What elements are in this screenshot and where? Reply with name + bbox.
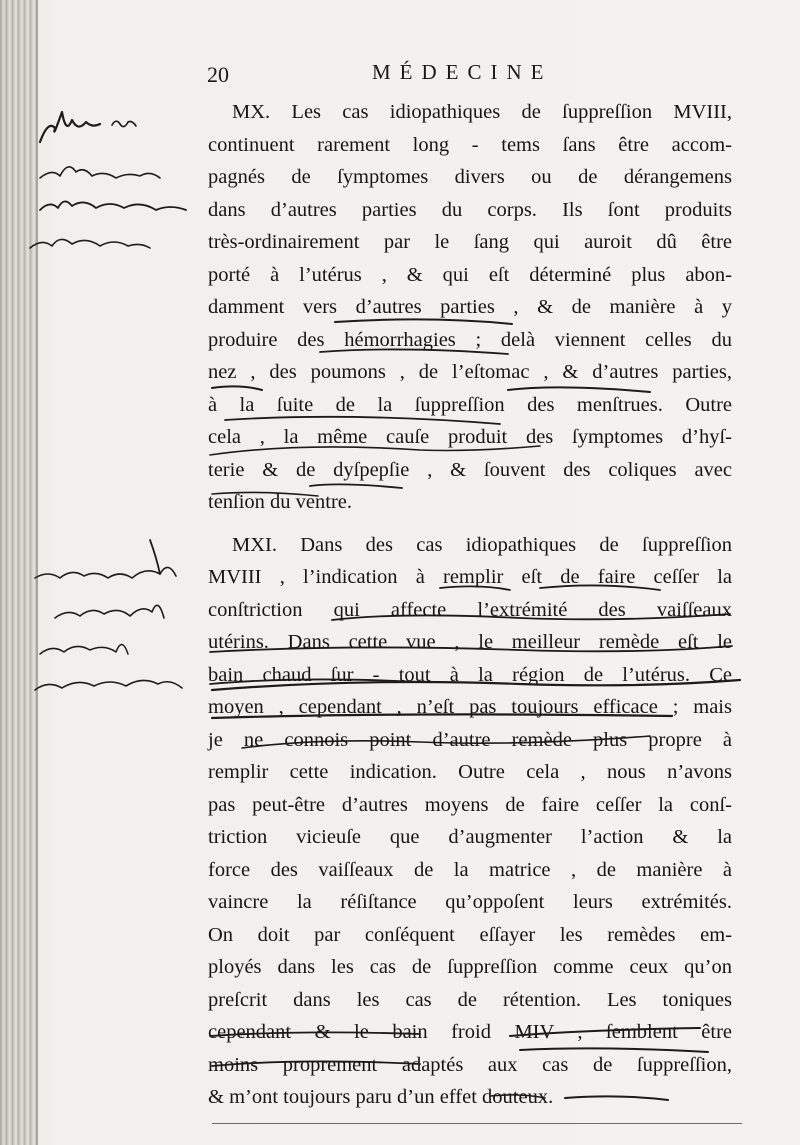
underline-mark (508, 387, 650, 392)
underline-mark (210, 646, 732, 652)
margin-scribble (112, 121, 136, 126)
text-line: dans d’autres parties du corps. Ils ſont produits (208, 198, 732, 221)
text-line: très-ordinairement par le ſang qui auroit dû être (208, 231, 732, 253)
text-line: terie & de dyſpepſie , & ſouvent des coliques avec (208, 458, 732, 481)
underline-mark (332, 614, 730, 620)
text-line: à la ſuite de la ſuppreſſion des menſtrues. Outre (208, 393, 732, 416)
margin-scribble (30, 239, 150, 248)
text-line: MVIII , l’indication à remplir eſt de faire ceſſer la (208, 566, 732, 588)
running-head: MÉDECINE (372, 60, 553, 84)
text-line: conſtriction qui affecte l’extrémité des vaiſſeaux (208, 598, 732, 621)
margin-scribble (40, 112, 100, 142)
text-line: cependant & le bain froid MIV , ſemblent être (208, 1021, 732, 1043)
text-line: utérins. Dans cette vue , le meilleur remède eſt le (208, 631, 732, 653)
text-line: triction vicieuſe que d’augmenter l’action & la (208, 826, 732, 848)
text-line: je ne connois point d’autre remède plus propre à (208, 728, 732, 751)
text-line: vaincre la réſiſtance qu’oppoſent leurs extrémités. (208, 891, 732, 913)
underline-mark (212, 1061, 420, 1066)
text-line: moins proprement adaptés aux cas de ſuppreſſion, (208, 1053, 732, 1076)
text-line: remplir cette indication. Outre cela , nous n’avons (208, 761, 732, 783)
margin-scribble (150, 540, 160, 574)
text-line: moyen , cependant , n’eſt pas toujours efficace ; mais (208, 696, 732, 718)
margin-scribble (35, 567, 176, 578)
underline-mark (310, 484, 402, 488)
margin-scribble (40, 167, 160, 178)
underline-mark (510, 1028, 700, 1036)
underline-mark (335, 319, 512, 324)
text-line: cela , la même cauſe produit des ſymptomes d’hyſ- (208, 426, 732, 448)
underline-mark (565, 1096, 668, 1100)
underline-mark (210, 446, 540, 455)
margin-scribble (55, 605, 164, 618)
text-line: ployés dans les cas de ſuppreſſion comme ceux qu’on (208, 956, 732, 978)
text-line: & m’ont toujours paru d’un effet douteux. (208, 1086, 554, 1108)
text-line: On doit par conſéquent eſſayer les remèdes em- (208, 923, 732, 946)
text-line: MX. Les cas idiopathiques de ſuppreſſion MVIII, (232, 101, 732, 123)
text-line: continuent rarement long - tems ſans être accom- (208, 133, 732, 156)
underline-mark (212, 492, 318, 496)
underline-mark (520, 1048, 708, 1052)
underline-mark (540, 585, 660, 590)
underline-mark (320, 349, 508, 354)
underline-mark (212, 680, 740, 690)
margin-scribble (40, 644, 128, 654)
underline-mark (212, 714, 672, 718)
text-line: pagnés de ſymptomes divers ou de dérangemens (208, 166, 732, 188)
page-number: 20 (207, 62, 229, 87)
text-line: preſcrit dans les cas de rétention. Les toniques (208, 988, 732, 1011)
text-line: damment vers d’autres parties , & de manière à y (208, 296, 732, 318)
underline-mark (490, 1095, 545, 1098)
text-line: MXI. Dans des cas idiopathiques de ſuppreſſion (232, 533, 732, 556)
margin-scribble (40, 201, 186, 210)
underline-mark (212, 386, 262, 390)
underline-mark (242, 736, 650, 748)
text-line: bain chaud ſur - tout à la région de l’utérus. Ce (208, 663, 732, 686)
underline-mark (225, 417, 500, 424)
underline-mark (210, 1032, 420, 1036)
underline-mark (440, 586, 510, 590)
text-line: tenſion du ventre. (208, 491, 353, 513)
text-line: pas peut-être d’autres moyens de faire ceſſer la conſ- (208, 793, 732, 816)
margin-scribble (35, 680, 182, 690)
bottom-rule (212, 1123, 742, 1124)
text-line: force des vaiſſeaux de la matrice , de manière à (208, 858, 732, 881)
text-line: porté à l’utérus , & qui eſt déterminé plus abon- (208, 263, 732, 286)
text-line: nez , des poumons , de l’eſtomac , & d’autres parties, (208, 361, 732, 383)
text-line: produire des hémorrhagies ; delà viennent celles du (208, 328, 732, 351)
